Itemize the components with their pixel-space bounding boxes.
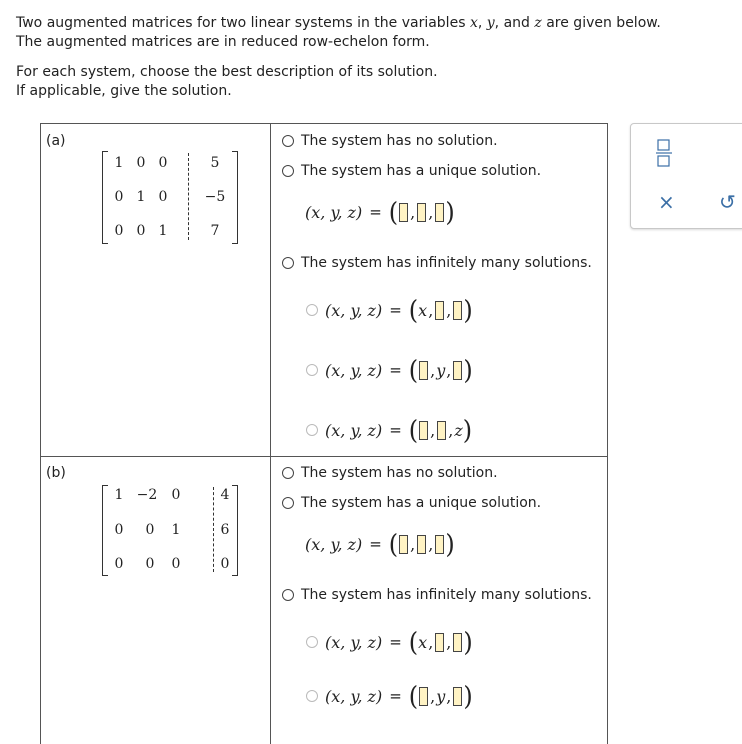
matrix-cell: 0 <box>136 155 146 171</box>
part-b-unique-equation: (x, y, z) = ( , , ) <box>305 528 455 560</box>
matrix-cell: 0 <box>171 487 181 503</box>
matrix-cell: 6 <box>220 522 230 538</box>
matrix-cell: 0 <box>158 155 168 171</box>
part-b-option-unique[interactable]: The system has a unique solution. <box>282 495 541 511</box>
matrix-cell: 0 <box>158 189 168 205</box>
answer-input[interactable] <box>399 203 408 222</box>
matrix-cell: 0 <box>114 189 124 205</box>
radio-button[interactable] <box>282 497 294 509</box>
undo-icon[interactable]: ↺ <box>719 190 736 214</box>
instructions-line-1: Two augmented matrices for two linear systems in the variables x, y, and z are given below. <box>16 15 661 31</box>
answer-input[interactable] <box>435 633 444 652</box>
matrix-cell: 0 <box>114 556 124 572</box>
matrix-cell: 1 <box>114 487 124 503</box>
matrix-cell: 1 <box>136 189 146 205</box>
question-table <box>40 123 608 744</box>
part-b-suboption-y-free[interactable]: (x, y, z) = ( , y , ) <box>306 686 473 706</box>
radio-button[interactable] <box>282 467 294 479</box>
answer-input[interactable] <box>453 633 462 652</box>
part-a-label: (a) <box>46 133 66 149</box>
radio-button[interactable] <box>306 364 318 376</box>
answer-input[interactable] <box>437 421 446 440</box>
close-icon[interactable]: × <box>658 190 675 214</box>
instructions-line-4: If applicable, give the solution. <box>16 83 232 99</box>
answer-input[interactable] <box>399 535 408 554</box>
part-b-option-infinite[interactable]: The system has infinitely many solutions. <box>282 587 592 603</box>
part-a-suboption-z-free[interactable]: (x, y, z) = ( , , z ) <box>306 420 472 440</box>
answer-input[interactable] <box>417 203 426 222</box>
part-a-suboption-x-free[interactable]: (x, y, z) = ( x , , ) <box>306 300 473 320</box>
matrix-cell: 1 <box>114 155 124 171</box>
radio-button[interactable] <box>282 135 294 147</box>
instructions-line-3: For each system, choose the best description of its solution. <box>16 64 438 80</box>
matrix-cell: 0 <box>114 223 124 239</box>
answer-input[interactable] <box>419 687 428 706</box>
part-b-label: (b) <box>46 465 66 481</box>
matrix-cell: 0 <box>136 223 146 239</box>
matrix-cell: −2 <box>136 487 158 503</box>
answer-input[interactable] <box>435 203 444 222</box>
radio-button[interactable] <box>306 304 318 316</box>
radio-button[interactable] <box>282 589 294 601</box>
part-b-suboption-x-free[interactable]: (x, y, z) = ( x , , ) <box>306 632 473 652</box>
matrix-cell: 0 <box>220 556 230 572</box>
matrix-cell: 0 <box>171 556 181 572</box>
instructions <box>16 14 661 101</box>
matrix-cell: 4 <box>220 487 230 503</box>
answer-input[interactable] <box>453 361 462 380</box>
answer-input[interactable] <box>419 361 428 380</box>
math-toolbox <box>630 123 742 229</box>
radio-button[interactable] <box>306 636 318 648</box>
part-b-matrix <box>102 485 238 574</box>
part-a-matrix <box>102 151 238 242</box>
matrix-cell: 0 <box>114 522 124 538</box>
matrix-cell: 0 <box>145 522 155 538</box>
radio-button[interactable] <box>306 690 318 702</box>
part-b-option-no-solution[interactable]: The system has no solution. <box>282 465 498 481</box>
answer-input[interactable] <box>435 535 444 554</box>
answer-input[interactable] <box>419 421 428 440</box>
matrix-cell: 1 <box>171 522 181 538</box>
radio-button[interactable] <box>282 165 294 177</box>
matrix-cell: 0 <box>145 556 155 572</box>
answer-input[interactable] <box>453 687 462 706</box>
part-a-suboption-y-free[interactable]: (x, y, z) = ( , y , ) <box>306 360 473 380</box>
matrix-cell: 1 <box>158 223 168 239</box>
part-a-option-infinite[interactable]: The system has infinitely many solutions. <box>282 255 592 271</box>
fraction-icon[interactable] <box>655 138 673 168</box>
matrix-cell: 7 <box>210 223 220 239</box>
matrix-cell: −5 <box>204 189 226 205</box>
answer-input[interactable] <box>417 535 426 554</box>
radio-button[interactable] <box>306 424 318 436</box>
radio-button[interactable] <box>282 257 294 269</box>
part-a-option-no-solution[interactable]: The system has no solution. <box>282 133 498 149</box>
matrix-cell: 5 <box>210 155 220 171</box>
part-a-option-unique[interactable]: The system has a unique solution. <box>282 163 541 179</box>
answer-input[interactable] <box>453 301 462 320</box>
instructions-line-2: The augmented matrices are in reduced row-echelon form. <box>16 34 430 50</box>
part-a-unique-equation: (x, y, z) = ( , , ) <box>305 196 455 228</box>
answer-input[interactable] <box>435 301 444 320</box>
